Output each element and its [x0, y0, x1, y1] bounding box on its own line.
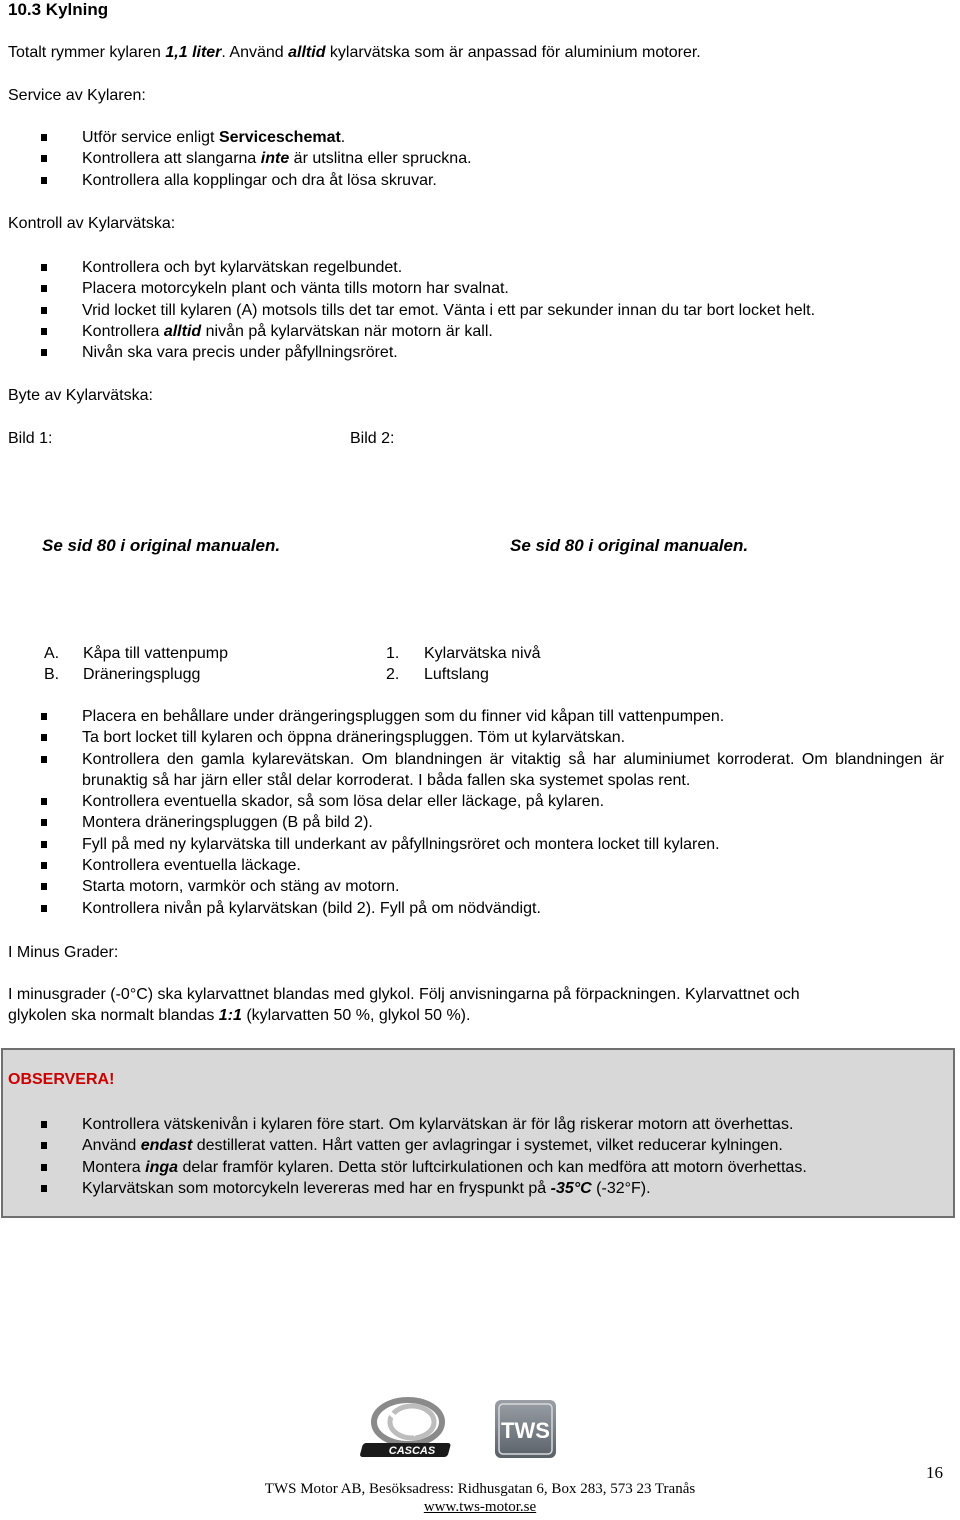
list-item: Kontrollera eventuella läckage.: [40, 855, 944, 876]
list-item: Vrid locket till kylaren (A) motsols tills det tar emot. Vänta i ett par sekunder innan du tar bort locket helt.: [40, 300, 815, 321]
minus-heading: I Minus Grader:: [8, 944, 119, 961]
legend-key-a: A.: [44, 645, 60, 662]
svg-text:CASCAS: CASCAS: [388, 1445, 436, 1457]
list-item: Kylarvätskan som motorcykeln levereras med har en fryspunkt på -35°C (-32°F).: [40, 1178, 807, 1199]
legend-text-2: Luftslang: [424, 666, 489, 683]
list-item: Använd endast destillerat vatten. Hårt vatten ger avlagringar i systemet, vilket reducerar kylningen.: [40, 1135, 807, 1156]
list-item: Utför service enligt Serviceschemat.: [40, 127, 472, 148]
list-item: Montera dräneringspluggen (B på bild 2).: [40, 812, 944, 833]
bullet-square-icon: [41, 328, 47, 335]
list-item: Fyll på med ny kylarvätska till underkant av påfyllningsröret och montera locket till kylaren.: [40, 834, 944, 855]
observe-list: [40, 1114, 807, 1199]
observe-title: OBSERVERA!: [8, 1071, 115, 1088]
service-heading: Service av Kylaren:: [8, 87, 146, 104]
bullet-square-icon: [41, 349, 47, 356]
list-item: Placera en behållare under drängeringspluggen som du finner vid kåpan till vattenpumpen.: [40, 706, 944, 727]
list-item: Kontrollera alltid nivån på kylarvätskan när motorn är kall.: [40, 321, 815, 342]
bullet-square-icon: [41, 177, 47, 184]
bullet-square-icon: [41, 1164, 47, 1171]
tws-logo: [493, 1398, 558, 1460]
list-item: Kontrollera den gamla kylarevätskan. Om blandningen är vitaktig så har aluminiumet korroderat. Om blandningen är brunaktig så har järn eller stål delar korroderat. I båda fallen ska systemet spolas rent.: [40, 749, 944, 792]
minus-paragraph-line-1: I minusgrader (-0°C) ska kylarvattnet blandas med glykol. Följ anvisningarna på förpackningen. Kylarvattnet och: [8, 986, 800, 1003]
list-item: Kontrollera eventuella skador, så som lösa delar eller läckage, på kylaren.: [40, 791, 944, 812]
bullet-square-icon: [41, 307, 47, 314]
control-list: [40, 257, 815, 363]
bullet-square-icon: [41, 1142, 47, 1149]
figure-2-note: Se sid 80 i original manualen.: [510, 536, 749, 555]
bullet-square-icon: [41, 713, 47, 720]
page-number: 16: [926, 1463, 943, 1482]
bullet-square-icon: [41, 862, 47, 869]
bullet-square-icon: [41, 798, 47, 805]
legend-text-a: Kåpa till vattenpump: [83, 645, 228, 662]
legend-key-b: B.: [44, 666, 60, 683]
bullet-square-icon: [41, 1185, 47, 1192]
legend-key-1: 1.: [386, 645, 400, 662]
bullet-square-icon: [41, 285, 47, 292]
list-item: Placera motorcykeln plant och vänta tills motorn har svalnat.: [40, 278, 815, 299]
bullet-square-icon: [41, 134, 47, 141]
list-item: Kontrollera nivån på kylarvätskan (bild 2). Fyll på om nödvändigt.: [40, 898, 944, 919]
footer-url-link[interactable]: www.tws-motor.se: [423, 1499, 537, 1515]
figure-2-label: Bild 2:: [350, 430, 395, 447]
bullet-square-icon: [41, 883, 47, 890]
bullet-square-icon: [41, 734, 47, 741]
footer-address: TWS Motor AB, Besöksadress: Ridhusgatan 6, Box 283, 573 23 Tranås: [264, 1481, 696, 1497]
list-item: Kontrollera och byt kylarvätskan regelbundet.: [40, 257, 815, 278]
list-item: Kontrollera att slangarna inte är utslitna eller spruckna.: [40, 148, 472, 169]
bullet-square-icon: [41, 905, 47, 912]
page-footer: [0, 1480, 960, 1516]
minus-paragraph-line-2: glykolen ska normalt blandas 1:1 (kylarvatten 50 %, glykol 50 %).: [8, 1007, 471, 1024]
bullet-square-icon: [41, 1121, 47, 1128]
svg-text:TWS: TWS: [501, 1418, 550, 1443]
bullet-square-icon: [41, 155, 47, 162]
service-list: [40, 127, 472, 191]
list-item: Montera inga delar framför kylaren. Detta stör luftcirkulationen och kan medföra att motorn överhettas.: [40, 1157, 807, 1178]
section-title: 10.3 Kylning: [8, 0, 109, 19]
control-heading: Kontroll av Kylarvätska:: [8, 215, 176, 232]
legend-text-1: Kylarvätska nivå: [424, 645, 541, 662]
bullet-square-icon: [41, 756, 47, 763]
bullet-square-icon: [41, 264, 47, 271]
figure-1-note: Se sid 80 i original manualen.: [42, 536, 281, 555]
list-item: Ta bort locket till kylaren och öppna dräneringspluggen. Töm ut kylarvätskan.: [40, 727, 944, 748]
bullet-square-icon: [41, 819, 47, 826]
list-item: Nivån ska vara precis under påfyllningsröret.: [40, 342, 815, 363]
legend-text-b: Dräneringsplugg: [83, 666, 201, 683]
intro-paragraph: Totalt rymmer kylaren 1,1 liter. Använd alltid kylarvätska som är anpassad för aluminium motorer.: [8, 44, 701, 61]
replace-heading: Byte av Kylarvätska:: [8, 387, 153, 404]
bullet-square-icon: [41, 841, 47, 848]
legend-key-2: 2.: [386, 666, 400, 683]
gasgas-logo: [360, 1395, 455, 1463]
list-item: Kontrollera alla kopplingar och dra åt lösa skruvar.: [40, 170, 472, 191]
figure-1-label: Bild 1:: [8, 430, 53, 447]
replace-list: [40, 706, 944, 919]
list-item: Starta motorn, varmkör och stäng av motorn.: [40, 876, 944, 897]
list-item: Kontrollera vätskenivån i kylaren före start. Om kylarvätskan är för låg riskerar motorn att överhettas.: [40, 1114, 807, 1135]
